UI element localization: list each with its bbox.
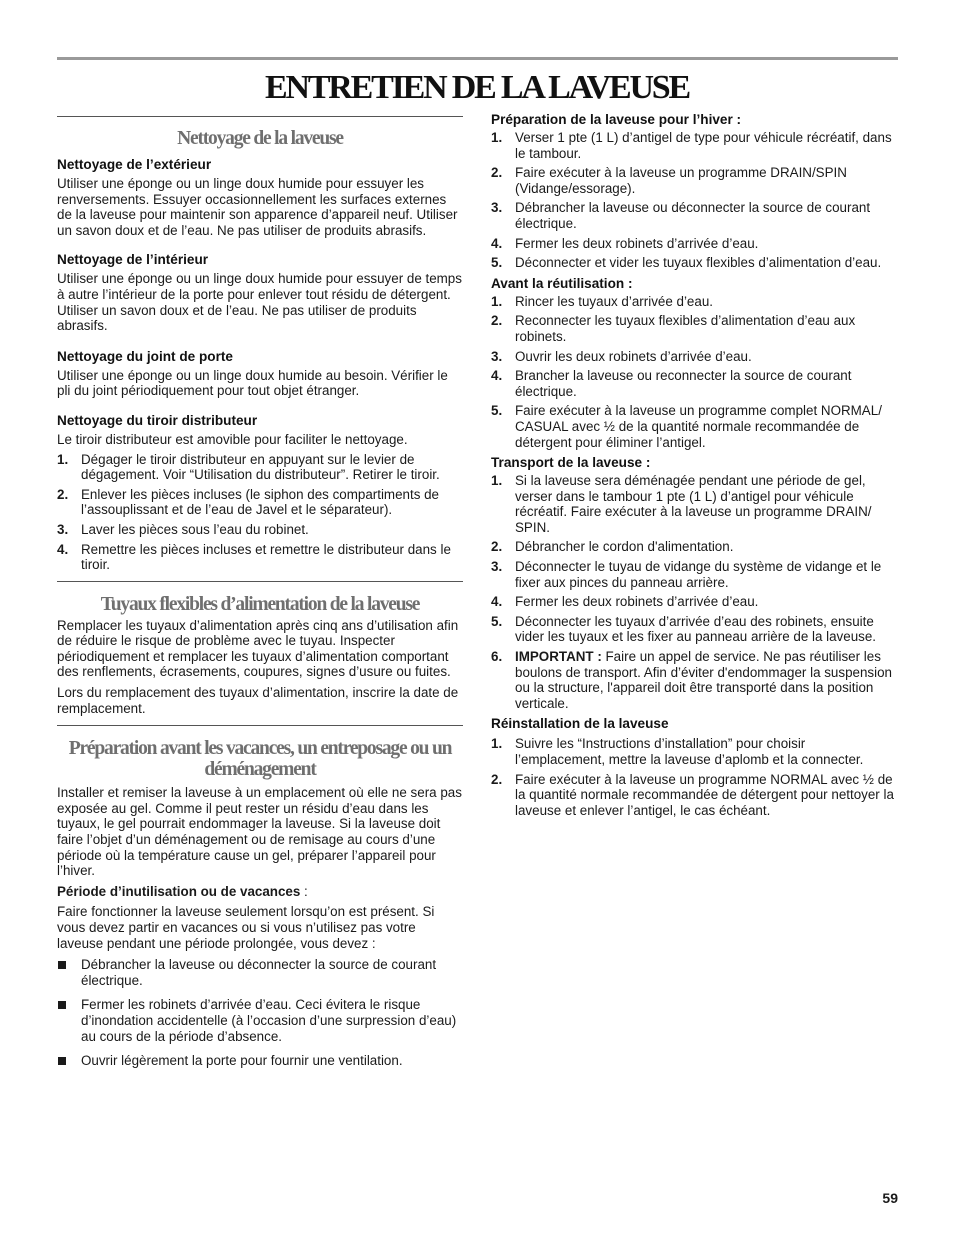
section-rule: [57, 116, 463, 117]
left-column: [57, 112, 463, 1069]
step-number: 1.: [491, 473, 503, 489]
section-title-tuyaux: Tuyaux flexibles d’alimentation de la laveuse: [100, 593, 420, 615]
subhead-joint: Nettoyage du joint de porte: [57, 348, 233, 364]
list-item: [491, 594, 899, 610]
list-item: [491, 614, 899, 645]
step-number: 2.: [491, 165, 503, 181]
page-title: ENTRETIEN DE LA LAVEUSE: [265, 69, 689, 106]
step-number: 2.: [491, 539, 503, 555]
step-text: Laver les pièces sous l’eau du robinet.: [81, 521, 309, 537]
step-text: Ouvrir les deux robinets d’arrivée d’eau.: [515, 348, 752, 364]
list-item: [491, 403, 899, 450]
subhead-interieur: Nettoyage de l’intérieur: [57, 252, 209, 268]
bullet-text: Ouvrir légèrement la porte pour fournir une ventilation.: [81, 1053, 403, 1069]
step-number: 3.: [491, 559, 503, 575]
list-item: [491, 736, 899, 767]
step-number: 1.: [57, 451, 69, 467]
step-text: Reconnecter les tuyaux flexibles d’alimentation d’eau aux robinets.: [515, 313, 856, 344]
reinstallation-steps: [491, 736, 899, 818]
step-number: 5.: [491, 613, 503, 629]
step-text: Faire un appel de service. Ne pas réutiliser les boulons de transport. Afin d’éviter d'endommager la suspension ou la structure, l'appareil doit être transporté dans la position verticale.: [515, 649, 892, 711]
list-item: [491, 255, 899, 271]
step-number: 5.: [491, 403, 503, 419]
page-number: 59: [882, 1190, 898, 1206]
step-number: 2.: [57, 486, 69, 502]
para-joint: Utiliser une éponge ou un linge doux humide au besoin. Vérifier le pli du joint périodiquement pour tout objet étranger.: [57, 367, 448, 399]
step-number: 4.: [491, 594, 503, 610]
list-item: [57, 522, 463, 538]
list-item: [491, 559, 899, 590]
reutilisation-steps: [491, 294, 899, 450]
section-rule: [57, 725, 463, 726]
subhead-tiroir: Nettoyage du tiroir distributeur: [57, 412, 258, 428]
step-text: Fermer les deux robinets d’arrivée d’eau.: [515, 235, 759, 251]
step-text: Rincer les tuyaux d’arrivée d’eau.: [515, 293, 713, 309]
tiroir-steps: [57, 452, 463, 573]
bullet-text: Fermer les robinets d’arrivée d’eau. Ceci évitera le risque d’inondation accidentelle (à l’occasion d’une surpression d’eau) au cours de la période d’absence.: [81, 997, 457, 1044]
para-tiroir: Le tiroir distributeur est amovible pour faciliter le nettoyage.: [57, 431, 408, 447]
step-number: 3.: [491, 348, 503, 364]
list-item: [491, 165, 899, 196]
square-bullet-icon: [58, 1001, 66, 1009]
step-number: 4.: [491, 368, 503, 384]
vacances-bullets: [57, 957, 463, 1069]
list-item: [57, 542, 463, 573]
step-text: Fermer les deux robinets d’arrivée d’eau.: [515, 594, 759, 610]
list-item: [491, 130, 899, 161]
periode-suffix: :: [300, 883, 308, 899]
step-text: Déconnecter le tuyau de vidange du système de vidange et le fixer aux pinces du panneau arrière.: [515, 559, 882, 590]
list-item: [57, 1053, 463, 1069]
square-bullet-icon: [58, 961, 66, 969]
step-number: 5.: [491, 255, 503, 271]
para-tuyaux-2: Lors du remplacement des tuyaux d’alimentation, inscrire la date de remplacement.: [57, 685, 459, 716]
list-item: [491, 368, 899, 399]
list-item: [491, 539, 899, 555]
para-tuyaux-1: Remplacer les tuyaux d’alimentation après cinq ans d’utilisation afin de réduire le risque de problème avec le tuyau. Inspecter périodiquement et remplacer les tuyaux d’alimentation comportant des renflements, écrasements, coupures, signes d’usure ou fuites.: [57, 617, 459, 680]
hiver-steps: [491, 130, 899, 271]
step-text: Enlever les pièces incluses (le siphon des compartiments de l’assouplissant et de l’eau de Javel et le séparateur).: [81, 486, 440, 518]
step-number: 2.: [491, 313, 503, 329]
list-item: [491, 200, 899, 231]
transport-steps: [491, 473, 899, 711]
step-number: 4.: [491, 235, 503, 251]
step-number: 2.: [491, 771, 503, 787]
list-item: [491, 473, 899, 535]
step-text: Faire exécuter à la laveuse un programme DRAIN/SPIN (Vidange/essorage).: [515, 165, 847, 196]
list-item: [491, 772, 899, 819]
step-text: Si la laveuse sera déménagée pendant une période de gel, verser dans le tambour 1 pte (1 L) d’antigel pour véhicule récréatif. Faire exécuter à la laveuse un programme DRAIN/ SPIN.: [515, 473, 872, 535]
step-number: 1.: [491, 293, 503, 309]
list-item: [57, 957, 463, 988]
periode-line: [57, 884, 463, 900]
right-column: [491, 112, 899, 818]
top-rule: [57, 57, 898, 60]
step-text: Dégager le tiroir distributeur en appuyant sur le levier de dégagement. Voir “Utilisation du distributeur”. Retirer le tiroir.: [81, 451, 440, 483]
subhead-hiver: Préparation de la laveuse pour l’hiver :: [491, 112, 742, 127]
step-number: 3.: [491, 200, 503, 216]
step-text: Faire exécuter à la laveuse un programme complet NORMAL/ CASUAL avec ½ de la quantité normale recommandée de détergent pour éliminer l’antigel.: [515, 403, 882, 450]
step-text: Verser 1 pte (1 L) d’antigel de type pour véhicule récréatif, dans le tambour.: [515, 130, 892, 161]
step-text: Suivre les “Instructions d’installation” pour choisir l’emplacement, mettre la laveuse d’aplomb et la connecter.: [515, 736, 864, 767]
list-item: [491, 236, 899, 252]
para-vacances-1: Installer et remiser la laveuse à un emplacement où elle ne sera pas exposée au gel. Comme il peut rester un résidu d’eau dans les tuyaux, le gel pourrait endommager la laveuse. Si la laveuse doit faire l’objet d’un déménagement ou de remisage au cours d’une période où la température cause un gel, préparer l’appareil pour l’hiver.: [57, 785, 462, 879]
para-vacances-2: Faire fonctionner la laveuse seulement lorsqu’on est présent. Si vous devez partir en vacances ou si vous n’utilisez pas votre laveuse pendant une période prolongée, vous devez :: [57, 904, 435, 951]
list-item: [57, 487, 463, 518]
step-text: Débrancher la laveuse ou déconnecter la source de courant électrique.: [515, 200, 871, 231]
list-item: [491, 294, 899, 310]
subhead-reutilisation: Avant la réutilisation :: [491, 275, 633, 291]
section-rule: [57, 581, 463, 582]
step-number: 1.: [491, 736, 503, 752]
subhead-periode: Période d’inutilisation ou de vacances: [57, 883, 301, 899]
list-item: [491, 313, 899, 344]
step-text: Débrancher le cordon d'alimentation.: [515, 539, 734, 555]
step-number: 4.: [57, 541, 69, 557]
subhead-transport: Transport de la laveuse :: [491, 455, 651, 471]
list-item: [491, 349, 899, 365]
step-text: Déconnecter et vider les tuyaux flexibles d’alimentation d’eau.: [515, 255, 882, 271]
step-text: Faire exécuter à la laveuse un programme NORMAL avec ½ de la quantité normale recommandée de détergent pour nettoyer la laveuse et enlever l’antigel, le cas échéant.: [515, 771, 894, 818]
step-number: 1.: [491, 130, 503, 145]
section-title-nettoyage: Nettoyage de la laveuse: [177, 128, 343, 149]
para-interieur: Utiliser une éponge ou un linge doux humide pour essuyer de temps à autre l’intérieur de la porte pour enlever tout résidu de détergent. Utiliser un savon doux et de l’eau. Ne pas utiliser de produits abrasifs.: [57, 271, 462, 334]
step-text: Brancher la laveuse ou reconnecter la source de courant électrique.: [515, 368, 852, 399]
important-label: IMPORTANT :: [515, 649, 602, 665]
step-text: Remettre les pièces incluses et remettre le distributeur dans le tiroir.: [81, 541, 451, 573]
step-number: 3.: [57, 521, 69, 537]
bullet-text: Débrancher la laveuse ou déconnecter la source de courant électrique.: [81, 957, 437, 988]
subhead-reinstallation: Réinstallation de la laveuse: [491, 716, 669, 732]
step-number: 6.: [491, 649, 503, 665]
list-item: [57, 452, 463, 483]
subhead-exterieur: Nettoyage de l’extérieur: [57, 157, 212, 172]
step-text: Déconnecter les tuyaux d’arrivée d’eau des robinets, ensuite vider les tuyaux et les fixer au panneau arrière de la laveuse.: [515, 613, 877, 645]
list-item: [491, 649, 899, 711]
square-bullet-icon: [58, 1057, 66, 1065]
section-title-vacances: Préparation avant les vacances, un entreposage ou un déménagement: [68, 738, 452, 781]
list-item: [57, 997, 463, 1044]
para-exterieur: Utiliser une éponge ou un linge doux humide pour essuyer les renversements. Essuyer occasionnellement les surfaces externes de la laveuse pour maintenir son apparence d’appareil neuf. Utiliser un savon doux et de l’eau. Ne pas utiliser de produits abrasifs.: [57, 176, 458, 238]
